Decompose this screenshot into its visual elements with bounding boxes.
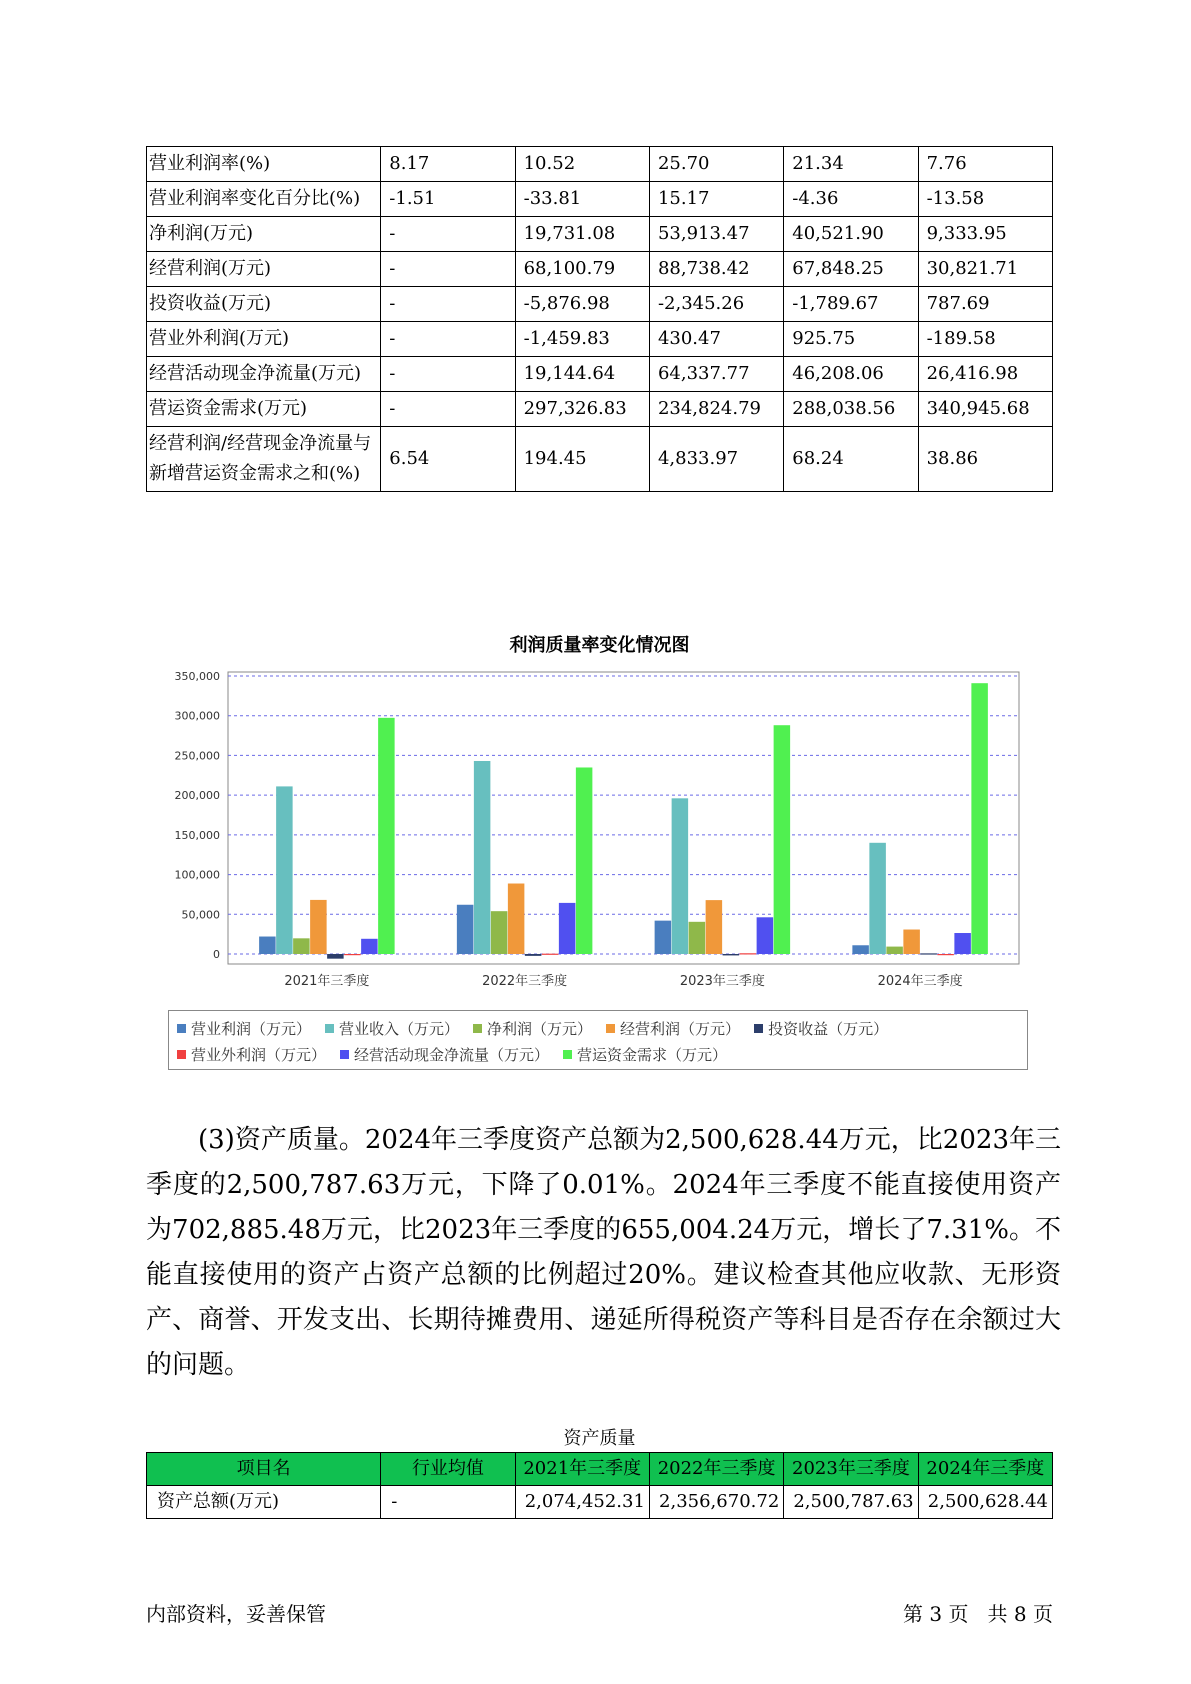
table-cell: 30,821.71	[918, 252, 1052, 287]
table-cell: -33.81	[515, 182, 649, 217]
legend-label: 经营活动现金净流量（万元）	[354, 1045, 550, 1064]
table-cell: 46,208.06	[784, 357, 918, 392]
row-label: 营运资金需求(万元)	[147, 392, 381, 427]
bar	[344, 954, 361, 955]
bar	[903, 930, 920, 954]
bar	[689, 922, 706, 954]
profit-quality-chart	[146, 664, 1053, 1004]
table-row	[147, 287, 1053, 322]
table-cell: -	[381, 322, 515, 357]
asset-quality-paragraph	[146, 1118, 1061, 1388]
table-cell: 68,100.79	[515, 252, 649, 287]
table-cell: 64,337.77	[649, 357, 783, 392]
table-cell: 53,913.47	[649, 217, 783, 252]
bar	[655, 921, 672, 954]
x-tick-label: 2024年三季度	[877, 974, 963, 989]
table-cell: 9,333.95	[918, 217, 1052, 252]
legend-label: 营业收入（万元）	[339, 1019, 460, 1038]
y-tick-label: 50,000	[181, 908, 220, 922]
legend-item	[177, 1018, 311, 1039]
bar	[327, 954, 344, 959]
footer-confidential: 内部资料，妥善保管	[146, 1602, 326, 1626]
table-row	[147, 392, 1053, 427]
bar	[920, 953, 937, 954]
y-tick-label: 100,000	[174, 868, 220, 882]
legend-item	[473, 1018, 592, 1039]
paragraph-text: (3)资产质量。2024年三季度资产总额为2,500,628.44万元，比2023年三季度的2,500,787.63万元，下降了0.01%。2024年三季度不能直接使用资产为702,885.48万元，比2023年三季度的655,004.24万元，增长了7.31%。不能直接使用的资产占资产总额的比例超过20%。建议检查其他应收款、无形资产、商誉、开发支出、长期待摊费用、递延所得税资产等科目是否存在余额过大的问题。	[146, 1125, 1061, 1380]
legend-label: 营业利润（万元）	[191, 1019, 312, 1038]
table-cell: 25.70	[649, 147, 783, 182]
row-label: 净利润(万元)	[147, 217, 381, 252]
table-cell: -1,459.83	[515, 322, 649, 357]
table-cell: -1,789.67	[784, 287, 918, 322]
legend-swatch	[340, 1050, 349, 1059]
bar	[491, 911, 508, 954]
row-label: 经营利润(万元)	[147, 252, 381, 287]
bar	[378, 718, 395, 954]
table-cell: -4.36	[784, 182, 918, 217]
legend-swatch	[473, 1024, 482, 1033]
legend-swatch	[606, 1024, 615, 1033]
legend-item	[606, 1018, 740, 1039]
asset-quality-table	[146, 1452, 1053, 1519]
bar	[525, 954, 542, 956]
table-cell: 88,738.42	[649, 252, 783, 287]
bar	[774, 725, 791, 954]
legend-item	[340, 1044, 549, 1065]
bar	[542, 954, 559, 955]
y-tick-label: 200,000	[174, 789, 220, 803]
legend-label: 营业外利润（万元）	[191, 1045, 327, 1064]
table-cell: 15.17	[649, 182, 783, 217]
legend-item	[754, 1018, 888, 1039]
row-label: 营业利润率(%)	[147, 147, 381, 182]
chart-legend	[168, 1010, 1028, 1070]
table-cell: -5,876.98	[515, 287, 649, 322]
bar	[293, 938, 310, 954]
legend-item	[563, 1044, 727, 1065]
bar	[508, 884, 525, 954]
table-cell: 234,824.79	[649, 392, 783, 427]
bar	[937, 954, 954, 955]
y-tick-label: 300,000	[174, 709, 220, 723]
table-cell: 297,326.83	[515, 392, 649, 427]
table-row	[147, 217, 1053, 252]
table-cell: 2,500,787.63	[784, 1486, 918, 1519]
table-cell: -	[381, 217, 515, 252]
table-cell: 7.76	[918, 147, 1052, 182]
x-tick-label: 2022年三季度	[482, 974, 568, 989]
bar	[757, 917, 774, 954]
bar	[259, 937, 276, 954]
table-cell: 21.34	[784, 147, 918, 182]
table-cell: 6.54	[381, 427, 515, 492]
y-tick-label: 350,000	[174, 670, 220, 683]
table-cell: 4,833.97	[649, 427, 783, 492]
bar	[310, 900, 327, 954]
table-cell: 430.47	[649, 322, 783, 357]
column-header: 2022年三季度	[649, 1453, 783, 1486]
footer-page-number: 第 3 页 共 8 页	[903, 1602, 1053, 1626]
column-header: 2024年三季度	[918, 1453, 1052, 1486]
table-cell: 67,848.25	[784, 252, 918, 287]
table-row	[147, 147, 1053, 182]
table-cell: -13.58	[918, 182, 1052, 217]
y-tick-label: 0	[213, 948, 220, 961]
x-tick-label: 2021年三季度	[284, 974, 370, 989]
row-label: 营业利润率变化百分比(%)	[147, 182, 381, 217]
table-cell: 8.17	[381, 147, 515, 182]
table-cell: 68.24	[784, 427, 918, 492]
row-label: 资产总额(万元)	[147, 1486, 381, 1519]
bar	[740, 953, 757, 954]
legend-swatch	[754, 1024, 763, 1033]
table-cell: 925.75	[784, 322, 918, 357]
table-cell: 787.69	[918, 287, 1052, 322]
table-cell: 38.86	[918, 427, 1052, 492]
table-cell: 194.45	[515, 427, 649, 492]
bar	[672, 798, 689, 954]
column-header: 行业均值	[381, 1453, 515, 1486]
column-header: 2023年三季度	[784, 1453, 918, 1486]
row-label: 经营利润/经营现金净流量与新增营运资金需求之和(%)	[147, 427, 381, 492]
row-label: 经营活动现金净流量(万元)	[147, 357, 381, 392]
table-cell: 2,074,452.31	[515, 1486, 649, 1519]
table-row	[147, 357, 1053, 392]
bar	[706, 900, 723, 954]
table-cell: -2,345.26	[649, 287, 783, 322]
table-header-row	[147, 1453, 1053, 1486]
row-label: 投资收益(万元)	[147, 287, 381, 322]
y-tick-label: 250,000	[174, 749, 220, 763]
legend-swatch	[177, 1024, 186, 1033]
asset-quality-caption: 资产质量	[563, 1428, 636, 1449]
table-cell: 19,731.08	[515, 217, 649, 252]
table-cell: 10.52	[515, 147, 649, 182]
x-tick-label: 2023年三季度	[679, 974, 765, 989]
table-cell: -189.58	[918, 322, 1052, 357]
bar	[723, 954, 740, 955]
legend-item	[325, 1018, 459, 1039]
table-cell: -	[381, 287, 515, 322]
legend-label: 投资收益（万元）	[768, 1019, 889, 1038]
bar	[361, 939, 378, 954]
table-cell: -	[381, 1486, 515, 1519]
chart-title: 利润质量率变化情况图	[509, 635, 690, 656]
bar	[457, 905, 474, 954]
table-row	[147, 427, 1053, 492]
legend-swatch	[177, 1050, 186, 1059]
legend-label: 营运资金需求（万元）	[577, 1045, 728, 1064]
bar	[576, 767, 593, 954]
bar	[276, 786, 293, 954]
bar	[869, 843, 886, 954]
table-cell: -	[381, 392, 515, 427]
y-tick-label: 150,000	[174, 828, 220, 842]
table-cell: -1.51	[381, 182, 515, 217]
table-row	[147, 252, 1053, 287]
table-cell: 288,038.56	[784, 392, 918, 427]
bar	[954, 933, 971, 954]
table-cell: 19,144.64	[515, 357, 649, 392]
column-header: 2021年三季度	[515, 1453, 649, 1486]
table-row	[147, 322, 1053, 357]
table-cell: 40,521.90	[784, 217, 918, 252]
table-cell: 2,356,670.72	[649, 1486, 783, 1519]
legend-item	[177, 1044, 326, 1065]
bar	[474, 761, 491, 954]
column-header: 项目名	[147, 1453, 381, 1486]
bar	[886, 947, 903, 954]
table-cell: -	[381, 357, 515, 392]
table-cell: 26,416.98	[918, 357, 1052, 392]
legend-label: 经营利润（万元）	[620, 1019, 741, 1038]
legend-swatch	[325, 1024, 334, 1033]
row-label: 营业外利润(万元)	[147, 322, 381, 357]
legend-swatch	[563, 1050, 572, 1059]
table-cell: 2,500,628.44	[918, 1486, 1052, 1519]
bar	[559, 903, 576, 954]
legend-label: 净利润（万元）	[487, 1019, 593, 1038]
table-cell: 340,945.68	[918, 392, 1052, 427]
table-row	[147, 1486, 1053, 1519]
bar	[971, 683, 988, 954]
table-row	[147, 182, 1053, 217]
table-cell: -	[381, 252, 515, 287]
profit-quality-table	[146, 146, 1053, 492]
bar	[852, 945, 869, 954]
